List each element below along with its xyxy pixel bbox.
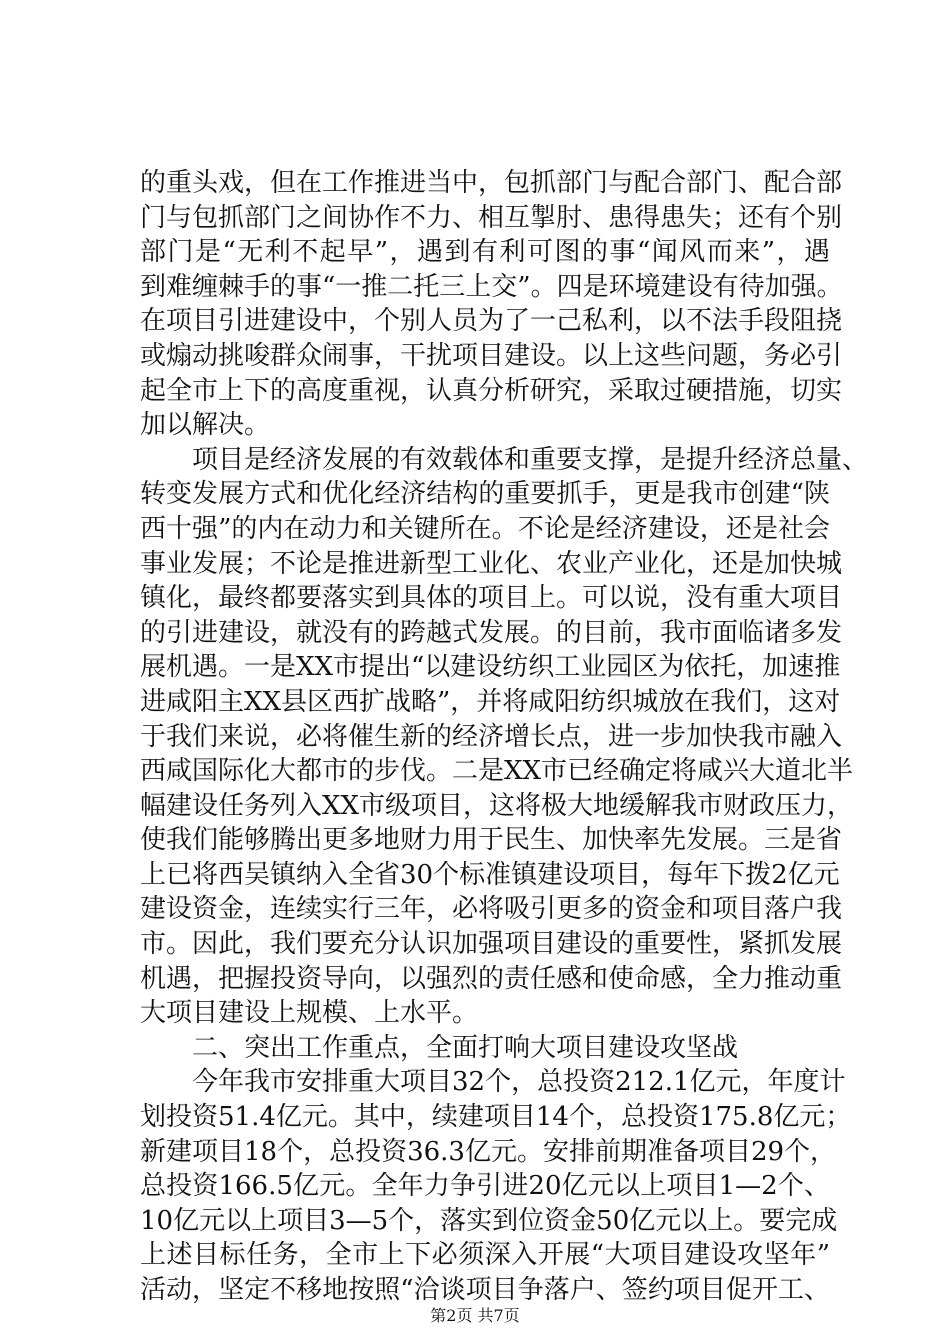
text-line: 的重头戏，但在工作推进当中，包抓部门与配合部门、配合部 xyxy=(140,168,843,198)
text-line: 二、突出工作重点，全面打响大项目建设攻坚战 xyxy=(140,1032,739,1063)
text-line: 幅建设任务列入XX市级项目，这将极大地缓解我市财政压力， xyxy=(140,790,854,821)
text-line: 活动，坚定不移地按照“洽谈项目争落户、签约项目促开工、 xyxy=(140,1275,830,1305)
text-line: 市。因此，我们要充分认识加强项目建设的重要性，紧抓发展 xyxy=(140,929,843,960)
text-line: 在项目引进建设中，个别人员为了一己私利，以不法手段阻挠 xyxy=(140,306,843,337)
text-line: 今年我市安排重大项目32个，总投资212.1亿元，年度计 xyxy=(140,1067,846,1098)
text-line: 事业发展；不论是推进新型工业化、农业产业化，还是加快城 xyxy=(140,548,843,579)
text-line: 划投资51.4亿元。其中，续建项目14个，总投资175.8亿元； xyxy=(140,1102,852,1133)
text-line: 上述目标任务，全市上下必须深入开展“大项目建设攻坚年” xyxy=(140,1240,830,1271)
text-line: 的引进建设，就没有的跨越式发展。的目前，我市面临诸多发 xyxy=(140,617,843,648)
text-line: 于我们来说，必将催生新的经济增长点，进一步加快我市融入 xyxy=(140,721,843,752)
text-line: 机遇，把握投资导向，以强烈的责任感和使命感，全力推动重 xyxy=(140,963,843,994)
text-line: 总投资166.5亿元。全年力争引进20亿元以上项目1—2个、 xyxy=(140,1171,830,1202)
text-line: 到难缠棘手的事“一推二托三上交”。四是环境建设有待加强。 xyxy=(140,271,843,302)
text-line: 展机遇。一是XX市提出“以建设纺织工业园区为依托，加速推 xyxy=(140,652,841,683)
text-line: 新建项目18个，总投资36.3亿元。安排前期准备项目29个， xyxy=(140,1136,837,1167)
text-line: 10亿元以上项目3—5个，落实到位资金50亿元以上。要完成 xyxy=(140,1205,838,1236)
body-text xyxy=(140,166,869,1308)
text-line: 建设资金，连续实行三年，必将吸引更多的资金和项目落户我 xyxy=(140,894,843,925)
text-line: 使我们能够腾出更多地财力用于民生、加快率先发展。三是省 xyxy=(140,825,843,856)
text-line: 进咸阳主XX县区西扩战略”，并将咸阳纺织城放在我们，这对 xyxy=(140,686,841,717)
text-line: 西咸国际化大都市的步伐。二是XX市已经确定将咸兴大道北半 xyxy=(140,756,854,787)
text-line: 加以解决。 xyxy=(140,410,271,441)
text-line: 转变发展方式和优化经济结构的重要抓手，更是我市创建“陕 xyxy=(140,479,830,510)
text-line: 门与包抓部门之间协作不力、相互掣肘、患得患失；还有个别 xyxy=(140,202,843,233)
text-line: 上已将西吴镇纳入全省30个标准镇建设项目，每年下拨2亿元 xyxy=(140,859,840,890)
page-footer: 第2页 共7页 xyxy=(430,1306,520,1325)
text-line: 西十强”的内在动力和关键所在。不论是经济建设，还是社会 xyxy=(140,513,830,544)
text-line: 镇化，最终都要落实到具体的项目上。可以说，没有重大项目 xyxy=(140,583,843,614)
text-line: 部门是“无利不起早”，遇到有利可图的事“闻风而来”，遇 xyxy=(140,237,830,268)
text-line: 大项目建设上规模、上水平。 xyxy=(140,998,479,1029)
text-line: 项目是经济发展的有效载体和重要支撑，是提升经济总量、 xyxy=(140,444,869,475)
text-line: 起全市上下的高度重视，认真分析研究，采取过硬措施，切实 xyxy=(140,375,843,406)
text-line: 或煽动挑唆群众闹事，干扰项目建设。以上这些问题，务必引 xyxy=(140,340,843,371)
